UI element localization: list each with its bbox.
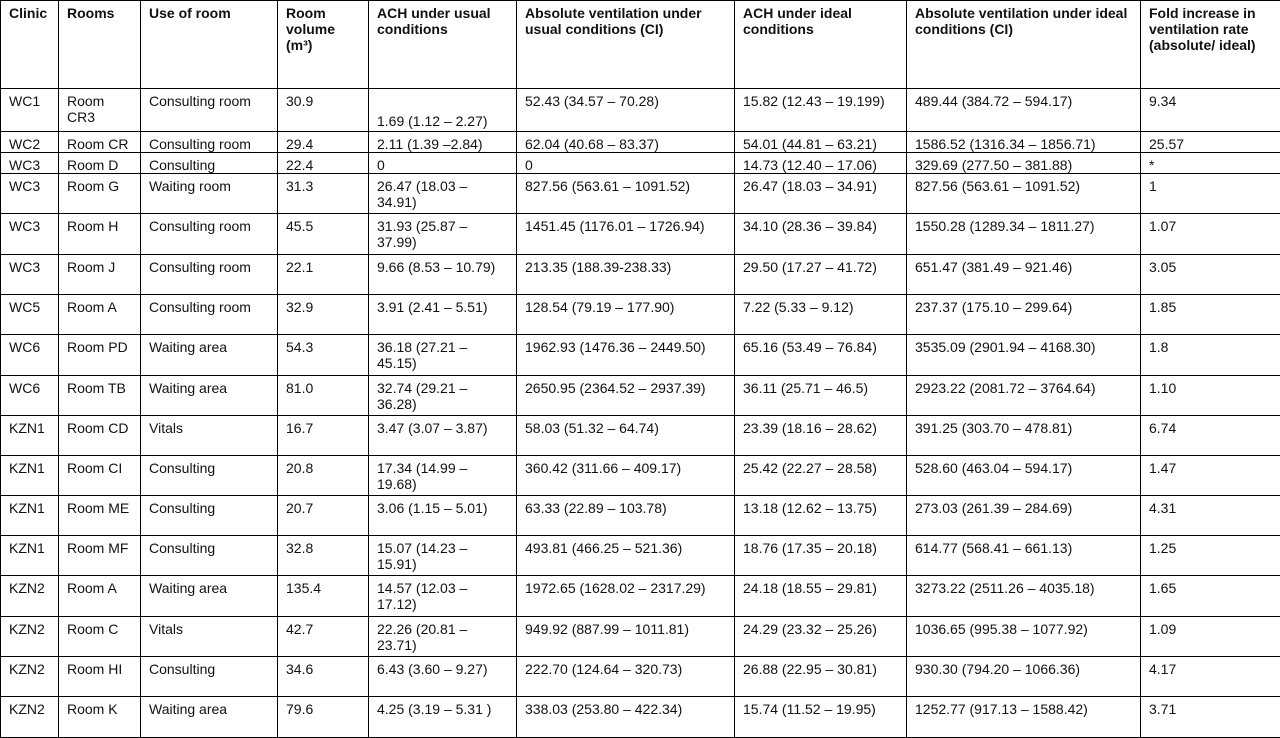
cell-fold: 1.47 <box>1141 456 1280 496</box>
cell-use: Consulting <box>141 496 278 536</box>
cell-ach-ideal: 29.50 (17.27 – 41.72) <box>735 255 907 295</box>
cell-clinic: KZN2 <box>1 657 59 697</box>
cell-ach-ideal: 14.73 (12.40 – 17.06) <box>735 153 907 174</box>
cell-abs-ideal: 930.30 (794.20 – 1066.36) <box>907 657 1141 697</box>
cell-room: Room A <box>59 295 141 335</box>
table-row <box>1 456 1280 496</box>
cell-abs-usual: 360.42 (311.66 – 409.17) <box>517 456 735 496</box>
cell-volume: 32.9 <box>278 295 369 335</box>
table-row <box>1 255 1280 295</box>
cell-abs-usual: 58.03 (51.32 – 64.74) <box>517 416 735 456</box>
cell-room: Room G <box>59 174 141 214</box>
cell-abs-usual: 62.04 (40.68 – 83.37) <box>517 132 735 153</box>
cell-ach-ideal: 34.10 (28.36 – 39.84) <box>735 214 907 255</box>
table-row <box>1 132 1280 153</box>
cell-ach-usual: 3.47 (3.07 – 3.87) <box>369 416 517 456</box>
cell-ach-ideal: 15.82 (12.43 – 19.199) <box>735 89 907 132</box>
cell-abs-usual: 213.35 (188.39-238.33) <box>517 255 735 295</box>
cell-volume: 20.8 <box>278 456 369 496</box>
cell-fold: * <box>1141 153 1280 174</box>
table-row <box>1 174 1280 214</box>
cell-ach-usual: 3.06 (1.15 – 5.01) <box>369 496 517 536</box>
cell-clinic: WC3 <box>1 214 59 255</box>
cell-fold: 4.17 <box>1141 657 1280 697</box>
cell-use: Waiting room <box>141 174 278 214</box>
cell-ach-ideal: 24.29 (23.32 – 25.26) <box>735 617 907 657</box>
cell-volume: 79.6 <box>278 697 369 738</box>
cell-volume: 32.8 <box>278 536 369 576</box>
cell-ach-usual: 1.69 (1.12 – 2.27) <box>369 89 517 132</box>
cell-use: Consulting <box>141 536 278 576</box>
cell-volume: 45.5 <box>278 214 369 255</box>
table-row <box>1 617 1280 657</box>
cell-abs-usual: 493.81 (466.25 – 521.36) <box>517 536 735 576</box>
cell-abs-ideal: 391.25 (303.70 – 478.81) <box>907 416 1141 456</box>
cell-room: Room D <box>59 153 141 174</box>
cell-volume: 81.0 <box>278 376 369 416</box>
cell-fold: 1 <box>1141 174 1280 214</box>
cell-ach-usual: 17.34 (14.99 – 19.68) <box>369 456 517 496</box>
cell-abs-usual: 827.56 (563.61 – 1091.52) <box>517 174 735 214</box>
cell-ach-ideal: 26.88 (22.95 – 30.81) <box>735 657 907 697</box>
cell-abs-ideal: 651.47 (381.49 – 921.46) <box>907 255 1141 295</box>
cell-use: Consulting room <box>141 214 278 255</box>
cell-ach-usual: 26.47 (18.03 – 34.91) <box>369 174 517 214</box>
cell-ach-usual: 2.11 (1.39 –2.84) <box>369 132 517 153</box>
cell-use: Consulting room <box>141 132 278 153</box>
cell-room: Room CD <box>59 416 141 456</box>
cell-abs-ideal: 827.56 (563.61 – 1091.52) <box>907 174 1141 214</box>
cell-use: Consulting <box>141 657 278 697</box>
cell-abs-ideal: 3535.09 (2901.94 – 4168.30) <box>907 335 1141 376</box>
cell-ach-ideal: 7.22 (5.33 – 9.12) <box>735 295 907 335</box>
cell-use: Waiting area <box>141 576 278 617</box>
cell-fold: 1.8 <box>1141 335 1280 376</box>
cell-clinic: KZN2 <box>1 617 59 657</box>
cell-abs-usual: 222.70 (124.64 – 320.73) <box>517 657 735 697</box>
cell-use: Consulting <box>141 153 278 174</box>
cell-abs-ideal: 1550.28 (1289.34 – 1811.27) <box>907 214 1141 255</box>
header-room-volume: Room volume (m³) <box>278 1 369 89</box>
cell-abs-usual: 128.54 (79.19 – 177.90) <box>517 295 735 335</box>
table-body <box>1 89 1280 738</box>
cell-room: Room PD <box>59 335 141 376</box>
cell-abs-usual: 1451.45 (1176.01 – 1726.94) <box>517 214 735 255</box>
cell-abs-usual: 949.92 (887.99 – 1011.81) <box>517 617 735 657</box>
cell-fold: 4.31 <box>1141 496 1280 536</box>
cell-ach-usual: 9.66 (8.53 – 10.79) <box>369 255 517 295</box>
table-row <box>1 335 1280 376</box>
cell-clinic: KZN2 <box>1 576 59 617</box>
table-row <box>1 214 1280 255</box>
cell-abs-ideal: 489.44 (384.72 – 594.17) <box>907 89 1141 132</box>
cell-room: Room A <box>59 576 141 617</box>
cell-volume: 34.6 <box>278 657 369 697</box>
cell-abs-ideal: 3273.22 (2511.26 – 4035.18) <box>907 576 1141 617</box>
cell-fold: 1.65 <box>1141 576 1280 617</box>
cell-clinic: KZN1 <box>1 416 59 456</box>
cell-room: Room TB <box>59 376 141 416</box>
cell-abs-ideal: 1252.77 (917.13 – 1588.42) <box>907 697 1141 738</box>
cell-clinic: WC2 <box>1 132 59 153</box>
cell-ach-ideal: 15.74 (11.52 – 19.95) <box>735 697 907 738</box>
cell-abs-ideal: 329.69 (277.50 – 381.88) <box>907 153 1141 174</box>
cell-use: Consulting room <box>141 255 278 295</box>
cell-ach-ideal: 36.11 (25.71 – 46.5) <box>735 376 907 416</box>
header-abs-vent-usual: Absolute ventilation under usual conditions (CI) <box>517 1 735 89</box>
cell-room: Room ME <box>59 496 141 536</box>
cell-clinic: WC1 <box>1 89 59 132</box>
cell-volume: 135.4 <box>278 576 369 617</box>
cell-abs-usual: 1972.65 (1628.02 – 2317.29) <box>517 576 735 617</box>
cell-fold: 6.74 <box>1141 416 1280 456</box>
cell-ach-usual: 36.18 (27.21 – 45.15) <box>369 335 517 376</box>
cell-clinic: WC3 <box>1 174 59 214</box>
cell-use: Vitals <box>141 416 278 456</box>
table-row <box>1 536 1280 576</box>
table-row <box>1 657 1280 697</box>
cell-room: Room H <box>59 214 141 255</box>
cell-use: Vitals <box>141 617 278 657</box>
cell-abs-ideal: 237.37 (175.10 – 299.64) <box>907 295 1141 335</box>
cell-fold: 1.25 <box>1141 536 1280 576</box>
cell-volume: 20.7 <box>278 496 369 536</box>
cell-use: Consulting <box>141 456 278 496</box>
cell-fold: 1.85 <box>1141 295 1280 335</box>
cell-ach-usual: 22.26 (20.81 – 23.71) <box>369 617 517 657</box>
cell-clinic: WC3 <box>1 255 59 295</box>
cell-ach-ideal: 26.47 (18.03 – 34.91) <box>735 174 907 214</box>
header-fold-increase: Fold increase in ventilation rate (absolute/ ideal) <box>1141 1 1280 89</box>
cell-volume: 42.7 <box>278 617 369 657</box>
cell-volume: 22.4 <box>278 153 369 174</box>
cell-ach-usual: 0 <box>369 153 517 174</box>
header-rooms: Rooms <box>59 1 141 89</box>
cell-fold: 25.57 <box>1141 132 1280 153</box>
cell-ach-usual: 3.91 (2.41 – 5.51) <box>369 295 517 335</box>
header-ach-usual: ACH under usual conditions <box>369 1 517 89</box>
cell-room: Room J <box>59 255 141 295</box>
cell-abs-ideal: 1586.52 (1316.34 – 1856.71) <box>907 132 1141 153</box>
cell-clinic: WC6 <box>1 335 59 376</box>
header-row <box>1 1 1280 89</box>
cell-abs-usual: 2650.95 (2364.52 – 2937.39) <box>517 376 735 416</box>
table-row <box>1 697 1280 738</box>
cell-clinic: KZN2 <box>1 697 59 738</box>
table-row <box>1 416 1280 456</box>
cell-clinic: KZN1 <box>1 536 59 576</box>
cell-ach-ideal: 13.18 (12.62 – 13.75) <box>735 496 907 536</box>
cell-volume: 54.3 <box>278 335 369 376</box>
cell-ach-usual: 31.93 (25.87 – 37.99) <box>369 214 517 255</box>
header-clinic: Clinic <box>1 1 59 89</box>
cell-ach-usual: 15.07 (14.23 – 15.91) <box>369 536 517 576</box>
cell-ach-ideal: 23.39 (18.16 – 28.62) <box>735 416 907 456</box>
table-row <box>1 496 1280 536</box>
cell-room: Room CI <box>59 456 141 496</box>
table-row <box>1 153 1280 174</box>
header-use-of-room: Use of room <box>141 1 278 89</box>
table-row <box>1 295 1280 335</box>
cell-volume: 30.9 <box>278 89 369 132</box>
cell-use: Consulting room <box>141 89 278 132</box>
cell-use: Consulting room <box>141 295 278 335</box>
cell-clinic: KZN1 <box>1 496 59 536</box>
cell-fold: 3.05 <box>1141 255 1280 295</box>
cell-ach-ideal: 24.18 (18.55 – 29.81) <box>735 576 907 617</box>
cell-ach-usual: 4.25 (3.19 – 5.31 ) <box>369 697 517 738</box>
cell-volume: 22.1 <box>278 255 369 295</box>
header-abs-vent-ideal: Absolute ventilation under ideal conditions (CI) <box>907 1 1141 89</box>
cell-room: Room CR3 <box>59 89 141 132</box>
table-row <box>1 576 1280 617</box>
cell-abs-ideal: 1036.65 (995.38 – 1077.92) <box>907 617 1141 657</box>
cell-clinic: WC6 <box>1 376 59 416</box>
cell-room: Room MF <box>59 536 141 576</box>
cell-abs-ideal: 2923.22 (2081.72 – 3764.64) <box>907 376 1141 416</box>
cell-ach-ideal: 65.16 (53.49 – 76.84) <box>735 335 907 376</box>
cell-ach-usual: 32.74 (29.21 – 36.28) <box>369 376 517 416</box>
cell-volume: 16.7 <box>278 416 369 456</box>
cell-abs-usual: 1962.93 (1476.36 – 2449.50) <box>517 335 735 376</box>
table-row <box>1 89 1280 132</box>
cell-use: Waiting area <box>141 376 278 416</box>
cell-clinic: WC3 <box>1 153 59 174</box>
cell-clinic: KZN1 <box>1 456 59 496</box>
cell-fold: 1.09 <box>1141 617 1280 657</box>
cell-abs-usual: 52.43 (34.57 – 70.28) <box>517 89 735 132</box>
cell-fold: 1.10 <box>1141 376 1280 416</box>
table-row <box>1 376 1280 416</box>
cell-use: Waiting area <box>141 335 278 376</box>
cell-use: Waiting area <box>141 697 278 738</box>
header-ach-ideal: ACH under ideal conditions <box>735 1 907 89</box>
cell-fold: 9.34 <box>1141 89 1280 132</box>
cell-room: Room CR <box>59 132 141 153</box>
cell-room: Room K <box>59 697 141 738</box>
cell-volume: 29.4 <box>278 132 369 153</box>
cell-abs-ideal: 614.77 (568.41 – 661.13) <box>907 536 1141 576</box>
cell-ach-usual: 6.43 (3.60 – 9.27) <box>369 657 517 697</box>
cell-abs-usual: 338.03 (253.80 – 422.34) <box>517 697 735 738</box>
cell-room: Room HI <box>59 657 141 697</box>
cell-clinic: WC5 <box>1 295 59 335</box>
cell-ach-usual: 14.57 (12.03 – 17.12) <box>369 576 517 617</box>
cell-abs-ideal: 273.03 (261.39 – 284.69) <box>907 496 1141 536</box>
cell-fold: 3.71 <box>1141 697 1280 738</box>
cell-ach-ideal: 54.01 (44.81 – 63.21) <box>735 132 907 153</box>
cell-volume: 31.3 <box>278 174 369 214</box>
cell-room: Room C <box>59 617 141 657</box>
cell-abs-ideal: 528.60 (463.04 – 594.17) <box>907 456 1141 496</box>
cell-abs-usual: 0 <box>517 153 735 174</box>
cell-ach-ideal: 18.76 (17.35 – 20.18) <box>735 536 907 576</box>
cell-fold: 1.07 <box>1141 214 1280 255</box>
cell-abs-usual: 63.33 (22.89 – 103.78) <box>517 496 735 536</box>
cell-ach-ideal: 25.42 (22.27 – 28.58) <box>735 456 907 496</box>
